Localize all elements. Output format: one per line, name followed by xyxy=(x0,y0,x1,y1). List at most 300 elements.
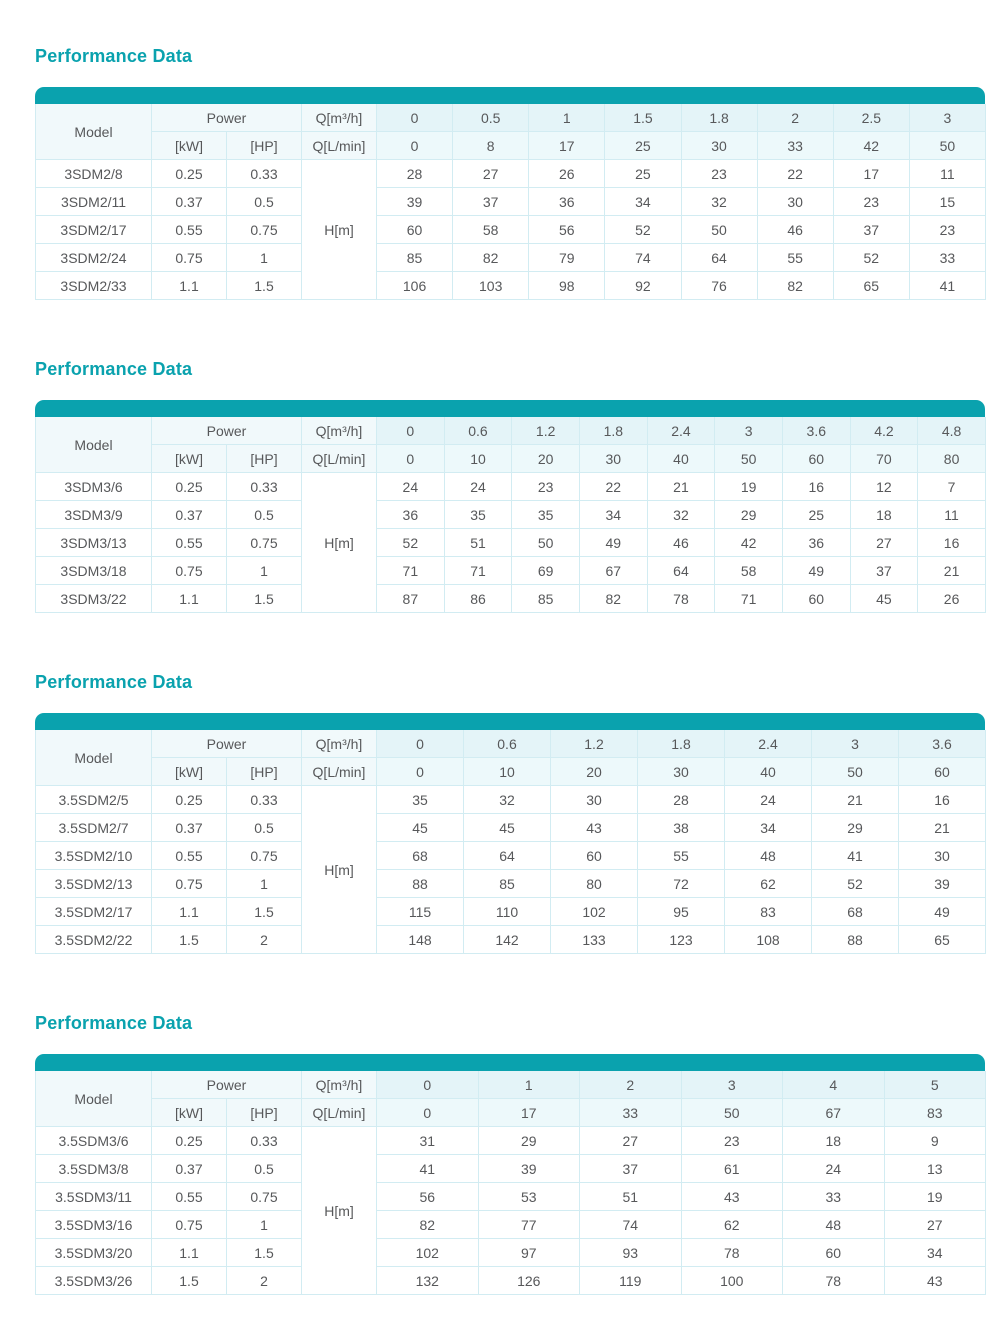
model-cell: 3SDM2/8 xyxy=(36,160,152,188)
head-value-cell: 133 xyxy=(551,926,638,954)
model-cell: 3.5SDM2/10 xyxy=(36,842,152,870)
power-header-cell: Power xyxy=(152,417,302,445)
head-value-cell: 48 xyxy=(725,842,812,870)
qlmin-value-cell: 17 xyxy=(529,132,605,160)
head-value-cell: 38 xyxy=(638,814,725,842)
head-value-cell: 24 xyxy=(377,473,445,501)
model-cell: 3SDM3/9 xyxy=(36,501,152,529)
qm3h-value-cell: 2 xyxy=(757,104,833,132)
qlmin-label-cell: Q[L/min] xyxy=(302,1099,377,1127)
qlmin-value-cell: 25 xyxy=(605,132,681,160)
qlmin-value-cell: 30 xyxy=(579,445,647,473)
qlmin-value-cell: 0 xyxy=(377,132,453,160)
model-cell: 3.5SDM3/16 xyxy=(36,1211,152,1239)
table-row xyxy=(36,1211,986,1239)
table-top-bar xyxy=(35,400,985,417)
qm3h-value-cell: 5 xyxy=(884,1071,986,1099)
qlmin-value-cell: 20 xyxy=(551,758,638,786)
head-value-cell: 37 xyxy=(580,1155,682,1183)
head-value-cell: 100 xyxy=(681,1267,783,1295)
head-value-cell: 102 xyxy=(377,1239,479,1267)
model-header-cell: Model xyxy=(36,1071,152,1127)
head-value-cell: 49 xyxy=(782,557,850,585)
performance-section xyxy=(35,672,985,954)
head-value-cell: 39 xyxy=(377,188,453,216)
kw-value-cell: 1.1 xyxy=(152,585,227,613)
head-value-cell: 82 xyxy=(757,272,833,300)
head-value-cell: 65 xyxy=(899,926,986,954)
head-value-cell: 11 xyxy=(909,160,985,188)
head-value-cell: 27 xyxy=(850,529,918,557)
kw-value-cell: 0.37 xyxy=(152,1155,227,1183)
head-value-cell: 28 xyxy=(638,786,725,814)
kw-value-cell: 0.25 xyxy=(152,1127,227,1155)
model-cell: 3SDM2/24 xyxy=(36,244,152,272)
table-row xyxy=(36,842,986,870)
qlmin-value-cell: 60 xyxy=(782,445,850,473)
head-value-cell: 41 xyxy=(812,842,899,870)
head-value-cell: 88 xyxy=(377,870,464,898)
performance-section xyxy=(35,46,985,300)
head-value-cell: 148 xyxy=(377,926,464,954)
qlmin-value-cell: 50 xyxy=(812,758,899,786)
kw-header-cell: [kW] xyxy=(152,758,227,786)
head-value-cell: 51 xyxy=(580,1183,682,1211)
table-head xyxy=(36,104,986,160)
model-header-cell: Model xyxy=(36,417,152,473)
kw-header-cell: [kW] xyxy=(152,1099,227,1127)
qlmin-value-cell: 60 xyxy=(899,758,986,786)
head-value-cell: 21 xyxy=(647,473,715,501)
model-cell: 3SDM2/11 xyxy=(36,188,152,216)
performance-table xyxy=(35,730,986,954)
kw-value-cell: 0.55 xyxy=(152,842,227,870)
head-value-cell: 26 xyxy=(529,160,605,188)
head-value-cell: 85 xyxy=(464,870,551,898)
head-value-cell: 88 xyxy=(812,926,899,954)
head-value-cell: 29 xyxy=(478,1127,580,1155)
qm3h-value-cell: 4.2 xyxy=(850,417,918,445)
head-value-cell: 35 xyxy=(444,501,512,529)
header-row-1 xyxy=(36,1071,986,1099)
qm3h-value-cell: 3 xyxy=(812,730,899,758)
qm3h-label-cell: Q[m³/h] xyxy=(302,417,377,445)
qm3h-value-cell: 1.2 xyxy=(551,730,638,758)
head-value-cell: 30 xyxy=(551,786,638,814)
qm3h-value-cell: 3 xyxy=(715,417,783,445)
hp-value-cell: 0.5 xyxy=(227,814,302,842)
head-value-cell: 52 xyxy=(812,870,899,898)
head-value-cell: 78 xyxy=(647,585,715,613)
head-unit-cell: H[m] xyxy=(302,786,377,954)
head-value-cell: 26 xyxy=(918,585,986,613)
hp-value-cell: 0.5 xyxy=(227,188,302,216)
kw-value-cell: 0.75 xyxy=(152,1211,227,1239)
hp-value-cell: 1 xyxy=(227,557,302,585)
head-value-cell: 106 xyxy=(377,272,453,300)
qm3h-value-cell: 0 xyxy=(377,1071,479,1099)
head-value-cell: 18 xyxy=(850,501,918,529)
qm3h-value-cell: 0 xyxy=(377,104,453,132)
head-value-cell: 49 xyxy=(899,898,986,926)
hp-header-cell: [HP] xyxy=(227,758,302,786)
head-value-cell: 32 xyxy=(647,501,715,529)
head-value-cell: 119 xyxy=(580,1267,682,1295)
qlmin-value-cell: 30 xyxy=(638,758,725,786)
model-cell: 3SDM3/6 xyxy=(36,473,152,501)
kw-value-cell: 0.55 xyxy=(152,1183,227,1211)
table-row xyxy=(36,272,986,300)
section-title: Performance Data xyxy=(35,1013,193,1033)
head-value-cell: 23 xyxy=(681,1127,783,1155)
hp-value-cell: 1.5 xyxy=(227,1239,302,1267)
hp-value-cell: 1.5 xyxy=(227,585,302,613)
head-value-cell: 97 xyxy=(478,1239,580,1267)
head-value-cell: 15 xyxy=(909,188,985,216)
head-value-cell: 25 xyxy=(605,160,681,188)
head-value-cell: 110 xyxy=(464,898,551,926)
kw-value-cell: 1.1 xyxy=(152,1239,227,1267)
head-value-cell: 92 xyxy=(605,272,681,300)
head-value-cell: 78 xyxy=(681,1239,783,1267)
head-value-cell: 23 xyxy=(681,160,757,188)
model-cell: 3.5SDM3/6 xyxy=(36,1127,152,1155)
kw-value-cell: 0.25 xyxy=(152,473,227,501)
kw-value-cell: 0.75 xyxy=(152,870,227,898)
qlmin-label-cell: Q[L/min] xyxy=(302,445,377,473)
model-cell: 3SDM2/17 xyxy=(36,216,152,244)
head-value-cell: 51 xyxy=(444,529,512,557)
head-value-cell: 71 xyxy=(377,557,445,585)
head-value-cell: 27 xyxy=(453,160,529,188)
qlmin-value-cell: 50 xyxy=(715,445,783,473)
head-value-cell: 29 xyxy=(812,814,899,842)
performance-table xyxy=(35,104,986,300)
header-row-2 xyxy=(36,132,986,160)
head-value-cell: 83 xyxy=(725,898,812,926)
table-row xyxy=(36,1267,986,1295)
head-value-cell: 37 xyxy=(453,188,529,216)
qm3h-value-cell: 2.5 xyxy=(833,104,909,132)
qlmin-value-cell: 42 xyxy=(833,132,909,160)
qm3h-value-cell: 0.6 xyxy=(464,730,551,758)
head-value-cell: 55 xyxy=(757,244,833,272)
head-value-cell: 43 xyxy=(884,1267,986,1295)
head-value-cell: 64 xyxy=(464,842,551,870)
hp-value-cell: 0.75 xyxy=(227,216,302,244)
head-value-cell: 60 xyxy=(551,842,638,870)
head-value-cell: 9 xyxy=(884,1127,986,1155)
model-cell: 3.5SDM2/5 xyxy=(36,786,152,814)
head-value-cell: 35 xyxy=(512,501,580,529)
qlmin-value-cell: 67 xyxy=(783,1099,885,1127)
head-value-cell: 39 xyxy=(478,1155,580,1183)
qm3h-value-cell: 0.6 xyxy=(444,417,512,445)
head-value-cell: 56 xyxy=(529,216,605,244)
qlmin-value-cell: 40 xyxy=(647,445,715,473)
head-value-cell: 37 xyxy=(850,557,918,585)
qm3h-label-cell: Q[m³/h] xyxy=(302,730,377,758)
table-row xyxy=(36,585,986,613)
table-head xyxy=(36,730,986,786)
table-row xyxy=(36,1155,986,1183)
head-value-cell: 30 xyxy=(899,842,986,870)
hp-header-cell: [HP] xyxy=(227,445,302,473)
qlmin-value-cell: 20 xyxy=(512,445,580,473)
model-cell: 3.5SDM3/8 xyxy=(36,1155,152,1183)
table-row xyxy=(36,1239,986,1267)
head-value-cell: 60 xyxy=(377,216,453,244)
head-value-cell: 36 xyxy=(782,529,850,557)
qm3h-value-cell: 2.4 xyxy=(725,730,812,758)
head-value-cell: 45 xyxy=(850,585,918,613)
kw-value-cell: 0.37 xyxy=(152,501,227,529)
head-value-cell: 36 xyxy=(377,501,445,529)
header-row-1 xyxy=(36,730,986,758)
qlmin-value-cell: 0 xyxy=(377,445,445,473)
qm3h-value-cell: 3 xyxy=(681,1071,783,1099)
qm3h-label-cell: Q[m³/h] xyxy=(302,104,377,132)
head-value-cell: 31 xyxy=(377,1127,479,1155)
head-value-cell: 45 xyxy=(377,814,464,842)
performance-table xyxy=(35,1071,986,1295)
head-value-cell: 27 xyxy=(580,1127,682,1155)
hp-value-cell: 1 xyxy=(227,1211,302,1239)
kw-value-cell: 1.5 xyxy=(152,926,227,954)
head-value-cell: 69 xyxy=(512,557,580,585)
model-cell: 3.5SDM2/7 xyxy=(36,814,152,842)
head-value-cell: 48 xyxy=(783,1211,885,1239)
head-value-cell: 64 xyxy=(647,557,715,585)
head-value-cell: 98 xyxy=(529,272,605,300)
head-value-cell: 34 xyxy=(725,814,812,842)
head-value-cell: 37 xyxy=(833,216,909,244)
qlmin-label-cell: Q[L/min] xyxy=(302,758,377,786)
model-cell: 3.5SDM3/26 xyxy=(36,1267,152,1295)
head-value-cell: 93 xyxy=(580,1239,682,1267)
head-unit-cell: H[m] xyxy=(302,160,377,300)
head-value-cell: 23 xyxy=(833,188,909,216)
table-container xyxy=(35,400,985,613)
table-row xyxy=(36,814,986,842)
head-value-cell: 18 xyxy=(783,1127,885,1155)
head-value-cell: 45 xyxy=(464,814,551,842)
head-value-cell: 49 xyxy=(579,529,647,557)
head-value-cell: 72 xyxy=(638,870,725,898)
table-row xyxy=(36,160,986,188)
head-value-cell: 78 xyxy=(783,1267,885,1295)
kw-header-cell: [kW] xyxy=(152,132,227,160)
qlmin-value-cell: 10 xyxy=(464,758,551,786)
table-row xyxy=(36,557,986,585)
qlmin-value-cell: 17 xyxy=(478,1099,580,1127)
head-value-cell: 52 xyxy=(833,244,909,272)
model-cell: 3.5SDM2/22 xyxy=(36,926,152,954)
head-value-cell: 24 xyxy=(444,473,512,501)
hp-value-cell: 0.33 xyxy=(227,160,302,188)
hp-value-cell: 1 xyxy=(227,870,302,898)
qm3h-value-cell: 1.8 xyxy=(579,417,647,445)
hp-header-cell: [HP] xyxy=(227,1099,302,1127)
hp-value-cell: 1.5 xyxy=(227,272,302,300)
head-value-cell: 33 xyxy=(783,1183,885,1211)
head-value-cell: 80 xyxy=(551,870,638,898)
head-value-cell: 41 xyxy=(377,1155,479,1183)
hp-value-cell: 2 xyxy=(227,926,302,954)
head-value-cell: 53 xyxy=(478,1183,580,1211)
table-row xyxy=(36,529,986,557)
head-value-cell: 62 xyxy=(725,870,812,898)
hp-value-cell: 0.33 xyxy=(227,473,302,501)
head-value-cell: 21 xyxy=(899,814,986,842)
head-value-cell: 25 xyxy=(782,501,850,529)
model-cell: 3SDM3/18 xyxy=(36,557,152,585)
head-value-cell: 64 xyxy=(681,244,757,272)
performance-section xyxy=(35,359,985,613)
qm3h-label-cell: Q[m³/h] xyxy=(302,1071,377,1099)
head-value-cell: 82 xyxy=(453,244,529,272)
qm3h-value-cell: 0 xyxy=(377,730,464,758)
head-value-cell: 24 xyxy=(783,1155,885,1183)
model-cell: 3SDM3/13 xyxy=(36,529,152,557)
head-value-cell: 76 xyxy=(681,272,757,300)
head-value-cell: 19 xyxy=(884,1183,986,1211)
head-value-cell: 46 xyxy=(757,216,833,244)
head-value-cell: 17 xyxy=(833,160,909,188)
head-unit-cell: H[m] xyxy=(302,473,377,613)
qlmin-value-cell: 83 xyxy=(884,1099,986,1127)
head-value-cell: 77 xyxy=(478,1211,580,1239)
table-top-bar xyxy=(35,713,985,730)
table-row xyxy=(36,786,986,814)
kw-value-cell: 0.37 xyxy=(152,814,227,842)
head-value-cell: 103 xyxy=(453,272,529,300)
table-row xyxy=(36,188,986,216)
head-value-cell: 115 xyxy=(377,898,464,926)
qlmin-value-cell: 70 xyxy=(850,445,918,473)
qlmin-value-cell: 33 xyxy=(580,1099,682,1127)
qlmin-value-cell: 40 xyxy=(725,758,812,786)
head-value-cell: 61 xyxy=(681,1155,783,1183)
table-container xyxy=(35,713,985,954)
qlmin-value-cell: 10 xyxy=(444,445,512,473)
section-title: Performance Data xyxy=(35,672,193,692)
hp-header-cell: [HP] xyxy=(227,132,302,160)
head-value-cell: 52 xyxy=(377,529,445,557)
table-row xyxy=(36,501,986,529)
header-row-2 xyxy=(36,758,986,786)
performance-section xyxy=(35,1013,985,1295)
qm3h-value-cell: 3.6 xyxy=(899,730,986,758)
head-value-cell: 43 xyxy=(551,814,638,842)
head-value-cell: 27 xyxy=(884,1211,986,1239)
head-value-cell: 32 xyxy=(464,786,551,814)
qlmin-label-cell: Q[L/min] xyxy=(302,132,377,160)
table-row xyxy=(36,244,986,272)
head-value-cell: 46 xyxy=(647,529,715,557)
table-row xyxy=(36,1183,986,1211)
head-value-cell: 132 xyxy=(377,1267,479,1295)
qm3h-value-cell: 1 xyxy=(478,1071,580,1099)
head-value-cell: 12 xyxy=(850,473,918,501)
head-value-cell: 11 xyxy=(918,501,986,529)
power-header-cell: Power xyxy=(152,1071,302,1099)
kw-value-cell: 0.55 xyxy=(152,529,227,557)
qlmin-value-cell: 8 xyxy=(453,132,529,160)
model-cell: 3.5SDM2/13 xyxy=(36,870,152,898)
table-top-bar xyxy=(35,87,985,104)
head-value-cell: 87 xyxy=(377,585,445,613)
section-title: Performance Data xyxy=(35,359,193,379)
head-value-cell: 23 xyxy=(512,473,580,501)
head-value-cell: 21 xyxy=(812,786,899,814)
head-value-cell: 74 xyxy=(605,244,681,272)
table-top-bar xyxy=(35,1054,985,1071)
hp-value-cell: 0.5 xyxy=(227,1155,302,1183)
head-value-cell: 79 xyxy=(529,244,605,272)
head-value-cell: 21 xyxy=(918,557,986,585)
table-row xyxy=(36,473,986,501)
table-body xyxy=(36,473,986,613)
table-body xyxy=(36,786,986,954)
hp-value-cell: 0.75 xyxy=(227,842,302,870)
head-value-cell: 42 xyxy=(715,529,783,557)
power-header-cell: Power xyxy=(152,104,302,132)
model-header-cell: Model xyxy=(36,730,152,786)
table-row xyxy=(36,898,986,926)
table-body xyxy=(36,1127,986,1295)
hp-value-cell: 0.75 xyxy=(227,529,302,557)
hp-value-cell: 0.33 xyxy=(227,786,302,814)
head-value-cell: 19 xyxy=(715,473,783,501)
qlmin-value-cell: 33 xyxy=(757,132,833,160)
head-value-cell: 16 xyxy=(918,529,986,557)
head-value-cell: 34 xyxy=(605,188,681,216)
kw-value-cell: 1.1 xyxy=(152,898,227,926)
qlmin-value-cell: 30 xyxy=(681,132,757,160)
head-value-cell: 142 xyxy=(464,926,551,954)
qm3h-value-cell: 4 xyxy=(783,1071,885,1099)
kw-header-cell: [kW] xyxy=(152,445,227,473)
qm3h-value-cell: 2.4 xyxy=(647,417,715,445)
head-value-cell: 67 xyxy=(579,557,647,585)
model-cell: 3SDM3/22 xyxy=(36,585,152,613)
head-value-cell: 13 xyxy=(884,1155,986,1183)
head-value-cell: 34 xyxy=(884,1239,986,1267)
head-value-cell: 28 xyxy=(377,160,453,188)
table-container xyxy=(35,1054,985,1295)
head-value-cell: 74 xyxy=(580,1211,682,1239)
head-value-cell: 68 xyxy=(377,842,464,870)
head-value-cell: 95 xyxy=(638,898,725,926)
kw-value-cell: 1.5 xyxy=(152,1267,227,1295)
qm3h-value-cell: 0 xyxy=(377,417,445,445)
head-value-cell: 30 xyxy=(757,188,833,216)
header-row-2 xyxy=(36,445,986,473)
kw-value-cell: 0.37 xyxy=(152,188,227,216)
qm3h-value-cell: 4.8 xyxy=(918,417,986,445)
head-value-cell: 43 xyxy=(681,1183,783,1211)
qlmin-value-cell: 0 xyxy=(377,1099,479,1127)
head-value-cell: 85 xyxy=(377,244,453,272)
performance-table xyxy=(35,417,986,613)
header-row-1 xyxy=(36,104,986,132)
head-value-cell: 24 xyxy=(725,786,812,814)
head-value-cell: 108 xyxy=(725,926,812,954)
qm3h-value-cell: 1.5 xyxy=(605,104,681,132)
qm3h-value-cell: 3.6 xyxy=(782,417,850,445)
kw-value-cell: 0.75 xyxy=(152,557,227,585)
